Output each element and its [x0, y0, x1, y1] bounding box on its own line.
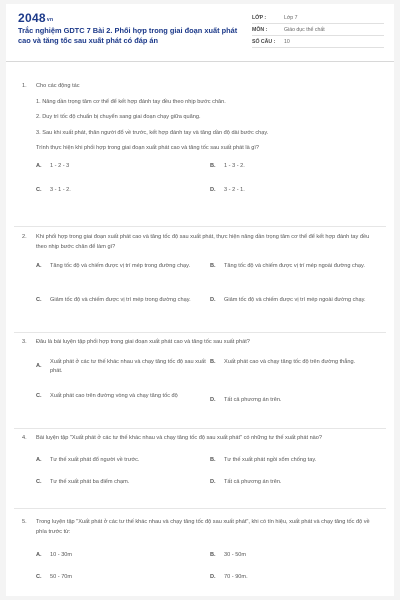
option-key: A.	[36, 552, 42, 559]
meta-row-count	[252, 36, 384, 48]
answer-options	[36, 252, 380, 326]
question-item: 1. Nâng dần trọng tâm cơ thể để kết hợp đánh tay đều theo nhịp bước chân.	[36, 98, 226, 105]
question-item: 3. Sau khi xuất phát, thân người đổ về trước, kết hợp đánh tay và tăng dần độ dài bước chạy.	[36, 129, 269, 136]
answer-options	[36, 154, 380, 198]
option-d[interactable]	[210, 478, 380, 488]
meta-table	[252, 12, 384, 48]
option-c[interactable]	[36, 296, 206, 306]
question-text: Cho các động tác	[36, 83, 80, 89]
question-text: Khi phối hợp trong giai đoạn xuất phát cao và tăng tốc độ sau xuất phát, thực hiện nâng dần trọng tâm cơ thể để kết hợp đánh tay đều theo nhịp bước chân để làm gì?	[36, 234, 370, 250]
option-text: 3 - 1 - 2.	[50, 186, 71, 193]
option-key: C.	[36, 297, 42, 304]
option-a[interactable]	[36, 162, 206, 172]
question-number: 5.	[22, 519, 27, 525]
document-page	[6, 4, 394, 596]
option-text: 30 - 50m	[224, 552, 247, 559]
document-header	[6, 4, 394, 62]
logo-text: 2048	[18, 11, 46, 25]
option-key: D.	[210, 574, 216, 581]
option-text: Giảm tốc độ và chiếm được vị trí mép ngoài đường chạy.	[224, 297, 366, 304]
meta-value: Giáo dục thể chất	[284, 26, 325, 33]
option-text: 50 - 70m	[50, 574, 73, 581]
question-2	[14, 233, 386, 326]
option-key: C.	[36, 186, 42, 193]
option-c[interactable]	[36, 392, 206, 402]
option-key: B.	[210, 552, 216, 559]
question-number: 4.	[22, 435, 27, 441]
question-3	[14, 338, 386, 422]
option-c[interactable]	[36, 478, 206, 488]
option-text: 1 - 2 - 3	[50, 162, 70, 169]
option-key: D.	[210, 297, 216, 304]
option-text: Xuất phát ở các tư thế khác nhau và chạy tăng tốc độ sau xuất phát.	[50, 358, 206, 375]
option-key: B.	[210, 358, 216, 365]
option-key: B.	[210, 456, 216, 463]
option-key: B.	[210, 162, 216, 169]
meta-key: LỚP :	[252, 14, 267, 21]
question-divider	[14, 428, 386, 429]
site-logo[interactable]	[18, 11, 53, 25]
question-items	[36, 98, 376, 139]
option-d[interactable]	[210, 296, 380, 306]
option-a[interactable]	[36, 358, 206, 377]
answer-options	[36, 444, 380, 492]
option-key: D.	[210, 478, 216, 485]
question-divider	[14, 226, 386, 227]
meta-key: MÔN :	[252, 26, 268, 33]
option-key: C.	[36, 574, 42, 581]
option-b[interactable]	[210, 358, 380, 368]
option-a[interactable]	[36, 551, 206, 561]
option-text: Xuất phát cao và chạy tăng tốc độ trên đường thẳng.	[224, 358, 356, 365]
option-c[interactable]	[36, 573, 206, 583]
meta-value: 10	[284, 38, 290, 45]
option-text: Tư thế xuất phát ba điểm chạm.	[50, 478, 130, 485]
option-key: C.	[36, 478, 42, 485]
question-divider	[14, 508, 386, 509]
option-key: C.	[36, 392, 42, 399]
option-key: A.	[36, 363, 42, 370]
option-text: Tất cả phương án trên.	[224, 478, 282, 485]
option-d[interactable]	[210, 186, 380, 196]
question-text: Bài luyện tập "Xuất phát ở các tư thế khác nhau và chạy tăng tốc độ sau xuất phát" có những tư thế xuất phát nào?	[36, 435, 323, 441]
meta-key: SỐ CÂU :	[252, 38, 276, 45]
question-prompt: Trình thực hiện khi phối hợp trong giai đoạn xuất phát cao và tăng tốc sau xuất phát là gì?	[36, 145, 260, 152]
question-1	[14, 82, 386, 198]
question-number: 3.	[22, 339, 27, 345]
option-key: A.	[36, 263, 42, 270]
option-text: Tư thế xuất phát ngồi xổm chống tay.	[224, 456, 317, 463]
option-d[interactable]	[210, 573, 380, 583]
option-text: 10 - 30m	[50, 552, 73, 559]
option-b[interactable]	[210, 262, 380, 272]
option-key: B.	[210, 263, 216, 270]
option-key: A.	[36, 456, 42, 463]
option-text: Tăng tốc độ và chiếm được vị trí mép ngoài đường chạy.	[224, 263, 365, 270]
option-c[interactable]	[36, 186, 206, 196]
question-5	[14, 518, 386, 593]
question-divider	[14, 332, 386, 333]
question-4	[14, 434, 386, 492]
option-text: Xuất phát cao trên đường vòng và chạy tăng tốc độ	[50, 392, 178, 399]
option-text: 3 - 2 - 1.	[224, 186, 245, 193]
option-text: Tất cả phương án trên.	[224, 396, 282, 403]
meta-row-class	[252, 12, 384, 24]
question-number: 2.	[22, 234, 27, 240]
meta-row-subject	[252, 24, 384, 36]
option-b[interactable]	[210, 456, 380, 466]
option-d[interactable]	[210, 396, 380, 406]
option-text: 1 - 3 - 2.	[224, 162, 245, 169]
option-b[interactable]	[210, 162, 380, 172]
question-number: 1.	[22, 83, 27, 89]
question-text: Trong luyện tập "Xuất phát ở các tư thế khác nhau và chạy tăng tốc độ sau xuất phát", khi có tín hiệu, xuất phát và chạy tăng tốc độ về phía trước từ:	[36, 519, 370, 535]
question-text: Đâu là bài luyện tập phối hợp trong giai đoạn xuất phát cao và tăng tốc sau xuất phát?	[36, 339, 250, 345]
option-text: Tư thế xuất phát đổ người về trước.	[50, 456, 140, 463]
question-item: 2. Duy trì tốc độ chuẩn bị chuyển sang giai đoạn chạy giữa quãng.	[36, 114, 201, 121]
option-key: D.	[210, 186, 216, 193]
option-a[interactable]	[36, 456, 206, 466]
option-text: Tăng tốc độ và chiếm được vị trí mép trong đường chạy.	[50, 263, 191, 270]
logo-suffix: vn	[46, 17, 54, 23]
document-title: Trắc nghiệm GDTC 7 Bài 2. Phối hợp trong giai đoạn xuất phát cao và tăng tốc sau xuất phát có đáp án	[18, 26, 238, 45]
option-text: Giảm tốc độ và chiếm được vị trí mép trong đường chạy.	[50, 297, 191, 304]
answer-options	[36, 348, 380, 422]
option-a[interactable]	[36, 262, 206, 272]
option-key: D.	[210, 396, 216, 403]
option-b[interactable]	[210, 551, 380, 561]
option-key: A.	[36, 162, 42, 169]
meta-value: Lớp 7	[284, 14, 298, 21]
option-text: 70 - 90m.	[224, 574, 248, 581]
answer-options	[36, 537, 380, 593]
